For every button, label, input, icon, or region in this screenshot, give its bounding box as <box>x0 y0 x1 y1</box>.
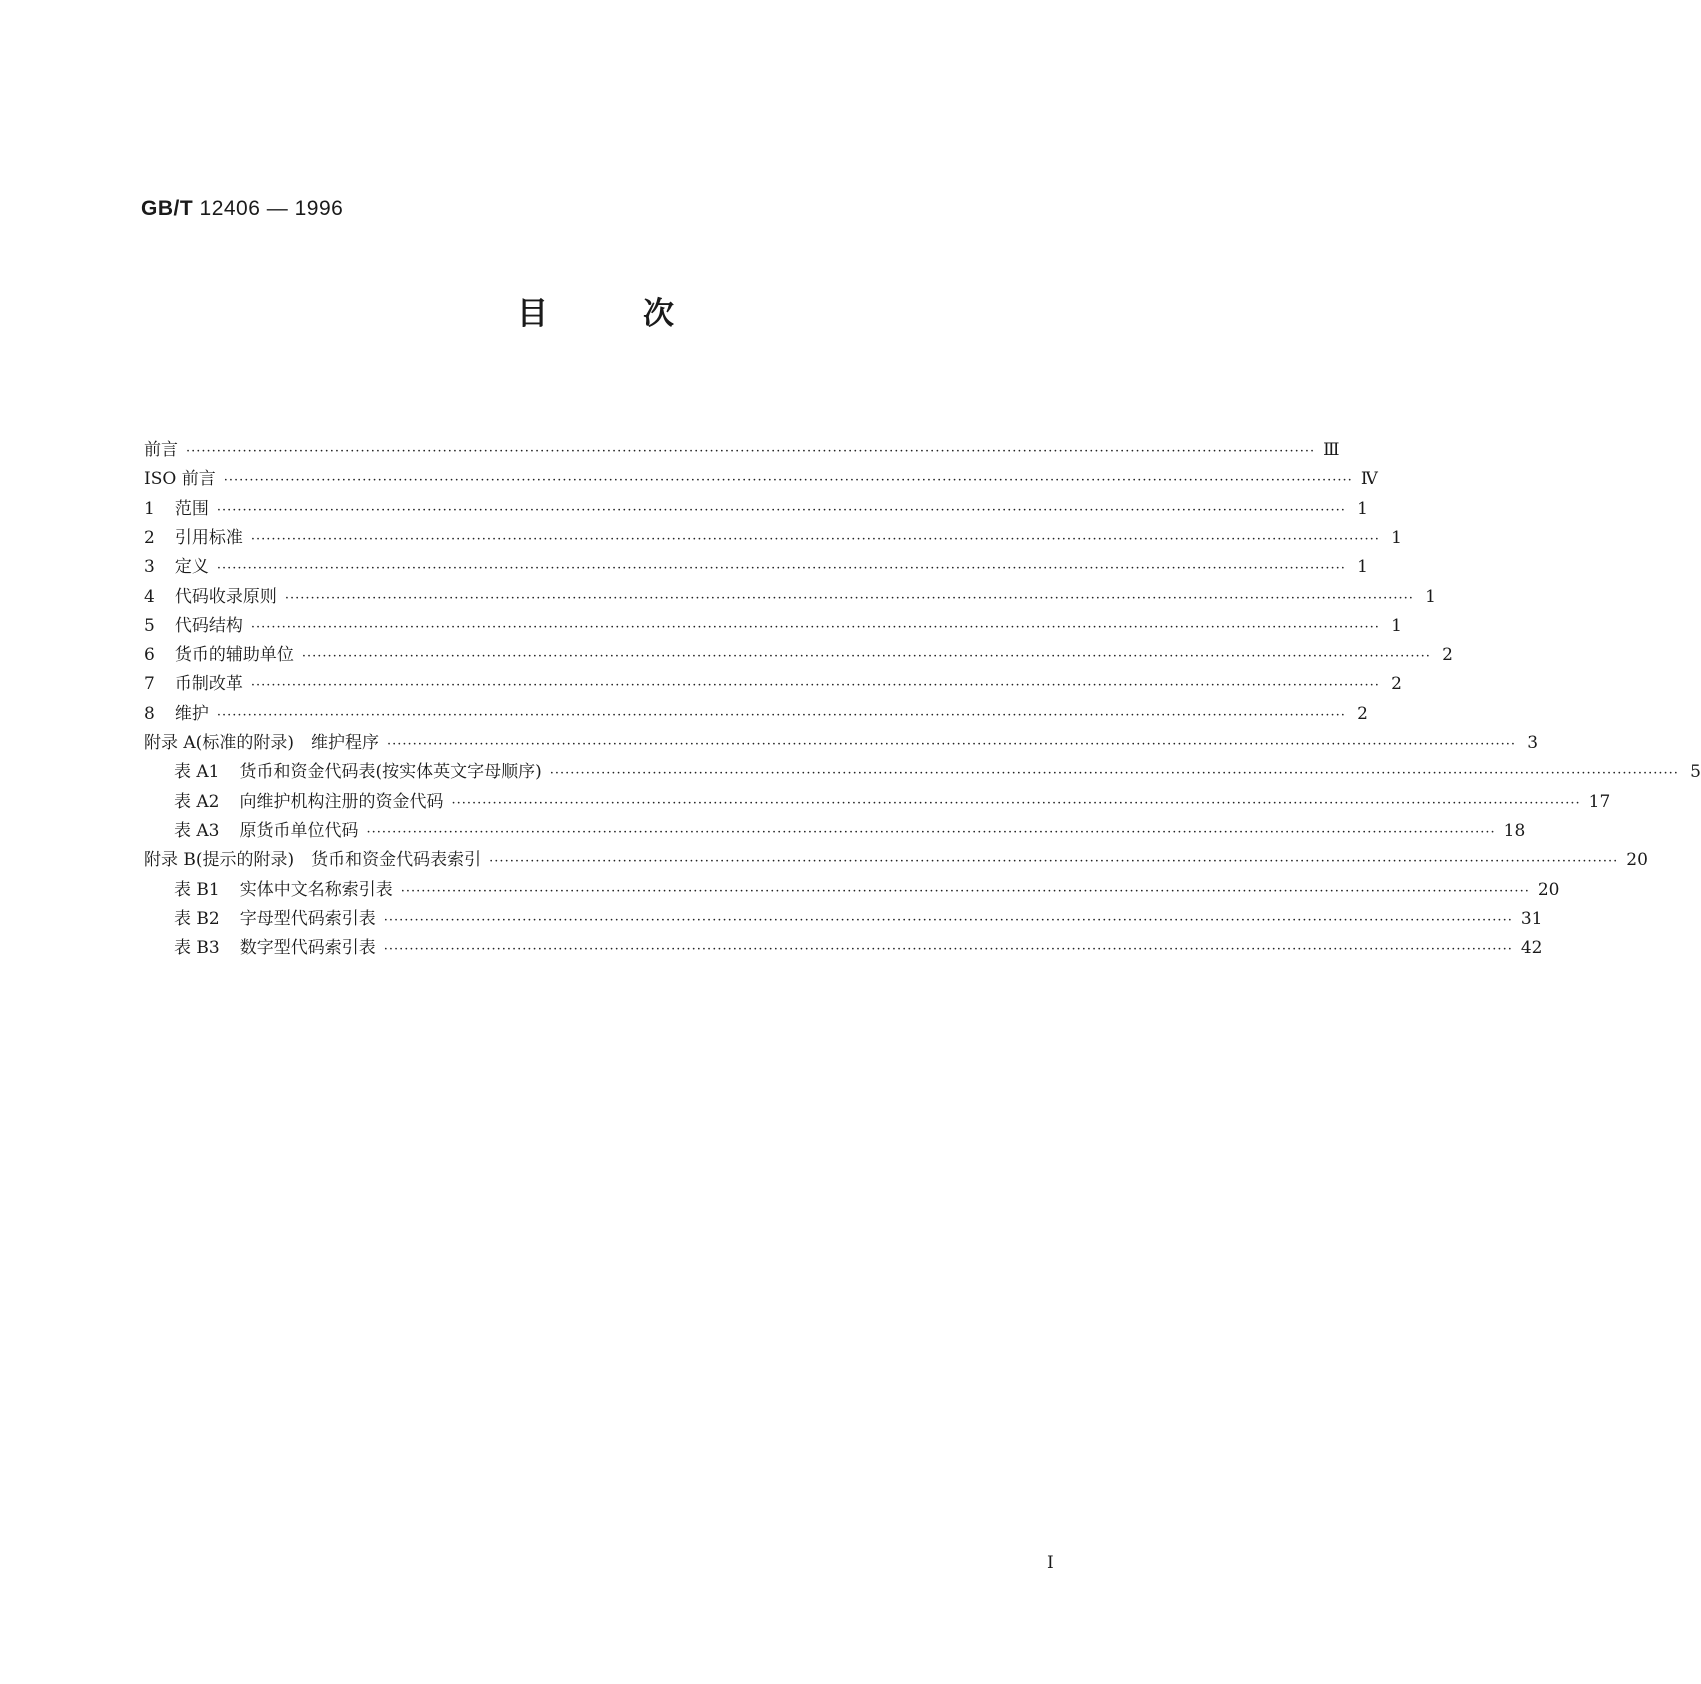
toc-entry-number: 表 A2 <box>174 791 220 812</box>
toc-entry-page: 1 <box>1391 527 1402 548</box>
toc-entry-page: 42 <box>1520 938 1543 959</box>
toc-entry-title: 维护 <box>174 703 209 724</box>
title-char-1: 目 <box>517 296 548 332</box>
dot-leader: ···························································································································································································································· <box>489 854 1619 870</box>
toc-entry-title: ISO 前言 <box>144 469 216 490</box>
dot-leader: ···························································································································································································································· <box>400 883 1530 899</box>
toc-entry-page: Ⅲ <box>1323 440 1340 460</box>
toc-entry-label <box>144 643 294 667</box>
toc-entry-title: 字母型代码索引表 <box>239 908 376 929</box>
toc-entry-title: 引用标准 <box>174 527 243 548</box>
toc-entry-label <box>144 497 209 521</box>
toc-entry-title: 货币和资金代码表(按实体英文字母顺序) <box>239 762 542 783</box>
toc-entry-label <box>174 819 359 843</box>
toc-entry-label <box>144 467 216 491</box>
dot-leader: ···························································································································································································································· <box>284 590 1414 606</box>
toc-entry-page: 3 <box>1527 733 1539 753</box>
toc-entry-title: 范围 <box>174 498 209 519</box>
toc-entry[interactable] <box>174 872 1560 902</box>
toc-entry[interactable] <box>144 637 1453 667</box>
toc-entry-label <box>174 907 376 931</box>
toc-entry-number: 表 B3 <box>174 938 220 959</box>
toc-entry-page: 2 <box>1442 645 1453 666</box>
toc-entry-number: 8 <box>144 703 155 724</box>
dot-leader: ···························································································································································································································· <box>383 942 1513 958</box>
toc-entry[interactable] <box>144 520 1402 550</box>
dot-leader: ···························································································································································································································· <box>216 561 1346 577</box>
toc-entry-title: 数字型代码索引表 <box>239 938 376 959</box>
toc-entry-label <box>174 936 376 960</box>
toc-entry[interactable] <box>174 813 1526 843</box>
toc-entry-page: Ⅳ <box>1360 469 1378 490</box>
toc-entry-title: 币制改革 <box>174 674 243 695</box>
toc-entry-title: 代码结构 <box>174 615 243 636</box>
toc-entry[interactable] <box>144 432 1340 462</box>
dot-leader: ···························································································································································································································· <box>301 649 1431 665</box>
toc-entry-number: 表 A3 <box>174 820 220 841</box>
toc-entry-number: 2 <box>144 527 155 548</box>
toc-entry[interactable] <box>174 754 1701 784</box>
toc-entry-label <box>174 760 542 784</box>
dot-leader: ···························································································································································································································· <box>216 707 1346 723</box>
standard-number: 12406 — 1996 <box>199 197 344 220</box>
dot-leader: ···························································································································································································································· <box>250 619 1380 635</box>
toc-entry-page: 31 <box>1520 908 1543 929</box>
toc-entry-title: 附录 B(提示的附录) 货币和资金代码表索引 <box>144 850 482 871</box>
toc-entry[interactable] <box>174 901 1543 931</box>
toc-entry-page: 20 <box>1537 879 1560 900</box>
toc-entry-page: 20 <box>1626 850 1648 871</box>
toc-entry-title: 原货币单位代码 <box>239 820 359 841</box>
toc-entry-number: 表 A1 <box>174 762 220 783</box>
toc-entry-number: 1 <box>144 498 155 519</box>
dot-leader: ···························································································································································································································· <box>549 766 1679 782</box>
toc-entry-label <box>144 672 243 696</box>
dot-leader: ···························································································································································································································· <box>383 912 1513 928</box>
toc-entry[interactable] <box>144 696 1368 726</box>
toc-entry-label <box>144 585 277 609</box>
toc-entry-page: 2 <box>1357 703 1368 724</box>
title-char-2: 次 <box>643 296 674 332</box>
toc-entry-number: 6 <box>144 645 155 666</box>
standard-code <box>141 197 343 221</box>
page-number: I <box>1047 1553 1054 1573</box>
toc-entry-page: 1 <box>1357 498 1368 519</box>
toc-entry-page: 5 <box>1690 762 1701 783</box>
dot-leader: ···························································································································································································································· <box>250 531 1380 547</box>
toc-entry-title: 向维护机构注册的资金代码 <box>239 791 444 812</box>
toc-entry-label <box>144 526 243 550</box>
toc-entry-label <box>144 438 178 462</box>
toc-entry-label <box>174 790 444 814</box>
toc-entry-page: 1 <box>1425 586 1436 607</box>
toc-entry-title: 附录 A(标准的附录) 维护程序 <box>144 733 379 753</box>
toc-entry[interactable] <box>174 930 1543 960</box>
toc-entry-number: 3 <box>144 557 155 578</box>
dot-leader: ···························································································································································································································· <box>250 678 1380 694</box>
toc-entry-page: 18 <box>1503 820 1526 841</box>
dot-leader: ···························································································································································································································· <box>186 444 1316 459</box>
toc-entry-number: 4 <box>144 586 155 607</box>
toc-entry-label <box>144 848 481 872</box>
dot-leader: ···························································································································································································································· <box>386 737 1517 752</box>
page-title <box>0 288 1191 333</box>
toc-entry-number: 表 B1 <box>174 879 220 900</box>
toc-entry[interactable] <box>144 842 1648 872</box>
toc-entry[interactable] <box>144 579 1436 609</box>
toc-entry-page: 2 <box>1391 674 1402 695</box>
toc-entry-number: 7 <box>144 674 155 695</box>
toc-entry-page: 1 <box>1357 557 1368 578</box>
toc-entry-page: 17 <box>1588 791 1611 812</box>
toc-entry-number: 5 <box>144 615 155 636</box>
toc-entry[interactable] <box>144 461 1378 491</box>
toc-entry-label <box>144 731 379 755</box>
toc-entry-title: 定义 <box>174 557 209 578</box>
toc-entry-title: 代码收录原则 <box>174 586 277 607</box>
toc-entry-label <box>144 555 209 579</box>
toc-entry-title: 货币的辅助单位 <box>174 645 294 666</box>
dot-leader: ···························································································································································································································· <box>223 473 1353 489</box>
toc-entry-label <box>174 878 393 902</box>
toc-entry-label <box>144 614 243 638</box>
toc-entry[interactable] <box>144 491 1368 521</box>
toc-entry-page: 1 <box>1391 615 1402 636</box>
dot-leader: ···························································································································································································································· <box>366 824 1496 840</box>
toc-entry-title: 实体中文名称索引表 <box>239 879 393 900</box>
standard-prefix: GB/T <box>141 197 194 220</box>
toc-entry[interactable] <box>144 608 1402 638</box>
toc-entry-label <box>144 702 209 726</box>
toc-entry[interactable] <box>144 725 1539 755</box>
dot-leader: ···························································································································································································································· <box>451 795 1581 811</box>
dot-leader: ···························································································································································································································· <box>216 502 1346 518</box>
toc-entry[interactable] <box>144 666 1402 696</box>
toc-entry[interactable] <box>174 784 1611 814</box>
toc-entry[interactable] <box>144 549 1368 579</box>
toc-entry-title: 前言 <box>144 440 178 460</box>
toc-entry-number: 表 B2 <box>174 908 220 929</box>
